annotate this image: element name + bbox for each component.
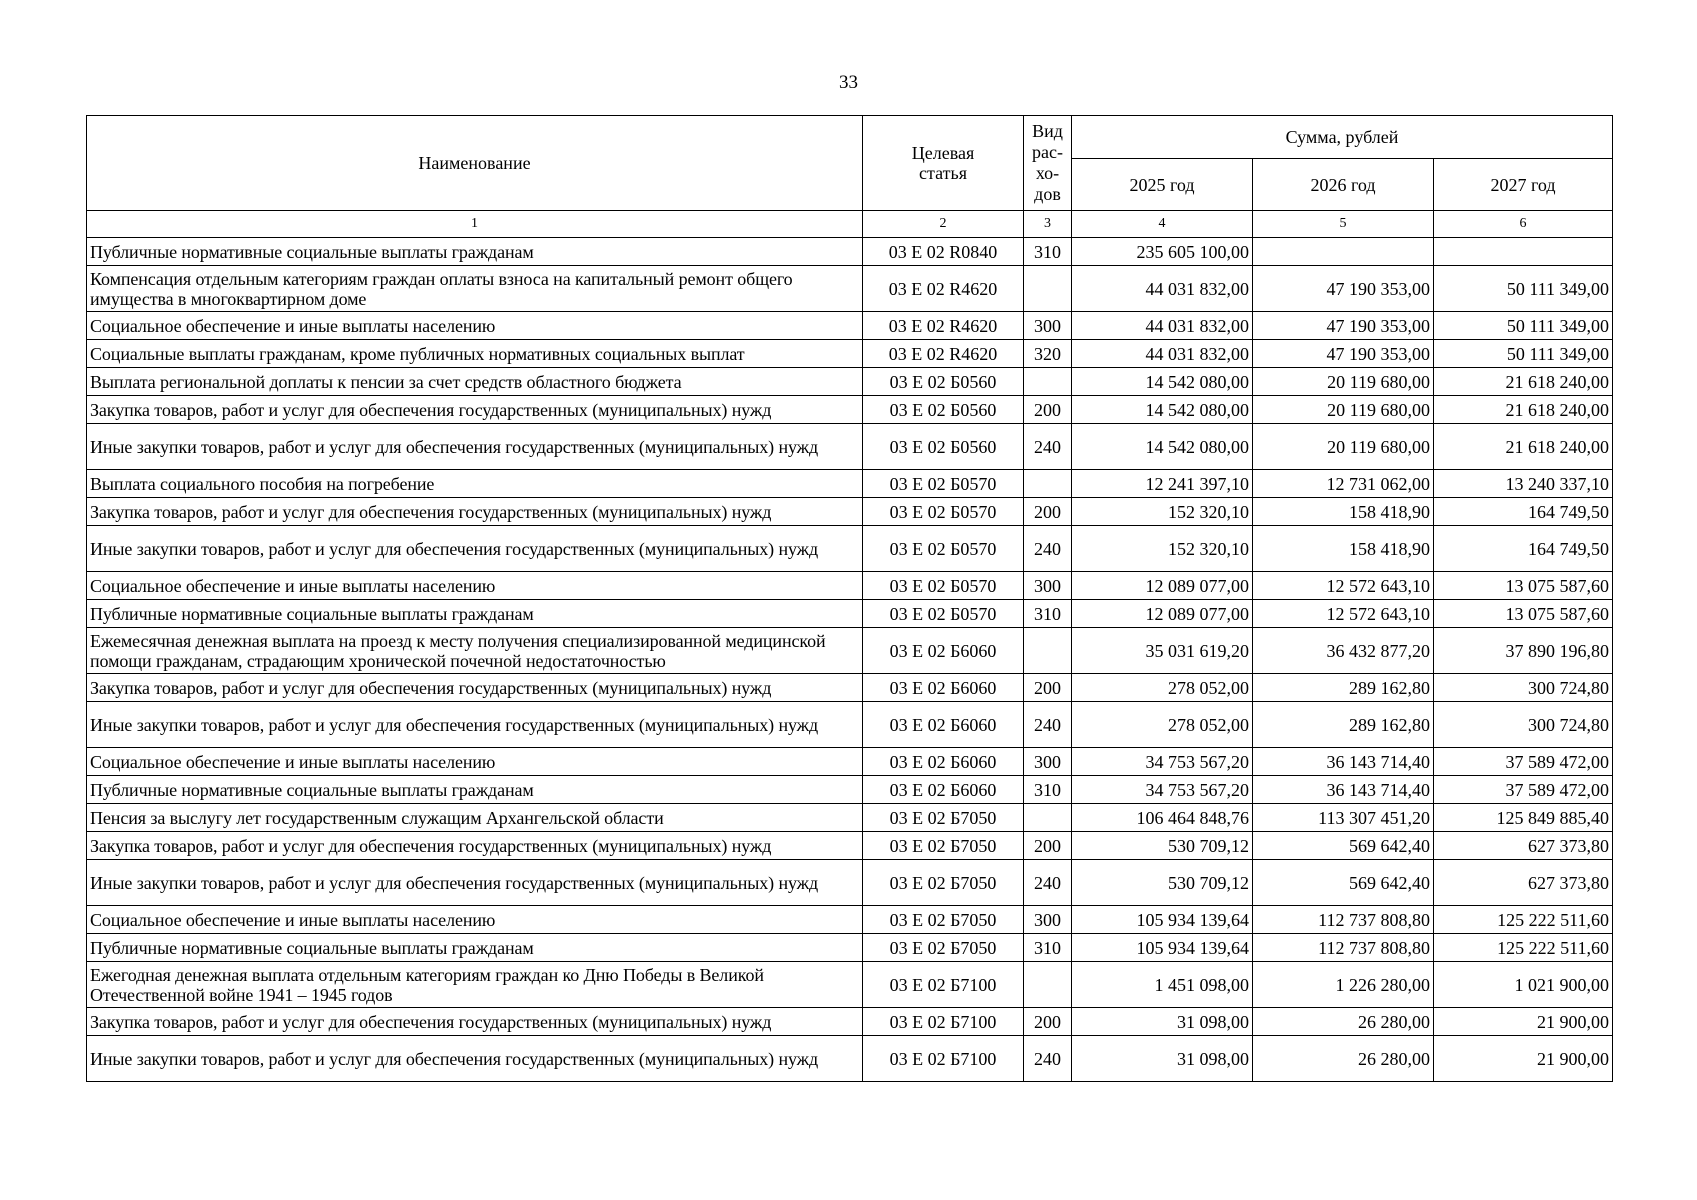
row-amount-2027: 21 618 240,00 <box>1434 396 1613 424</box>
table-row <box>87 776 1613 804</box>
row-amount-2025: 235 605 100,00 <box>1072 238 1253 266</box>
row-expense-kind: 320 <box>1024 340 1072 368</box>
header-target-article <box>863 116 1024 211</box>
row-target-article: 03 Е 02 Б7050 <box>863 832 1024 860</box>
row-amount-2025: 34 753 567,20 <box>1072 748 1253 776</box>
table-row <box>87 1036 1613 1082</box>
row-name: Иные закупки товаров, работ и услуг для обеспечения государственных (муниципальных) нужд <box>87 860 863 906</box>
row-name: Выплата региональной доплаты к пенсии за счет средств областного бюджета <box>87 368 863 396</box>
row-expense-kind: 240 <box>1024 1036 1072 1082</box>
row-name: Социальное обеспечение и иные выплаты населению <box>87 906 863 934</box>
row-amount-2027: 125 222 511,60 <box>1434 934 1613 962</box>
row-amount-2025: 44 031 832,00 <box>1072 266 1253 312</box>
row-target-article: 03 Е 02 Б0570 <box>863 498 1024 526</box>
row-amount-2027: 627 373,80 <box>1434 832 1613 860</box>
header-year-2025: 2025 год <box>1072 159 1253 211</box>
row-amount-2025: 12 241 397,10 <box>1072 470 1253 498</box>
row-name: Закупка товаров, работ и услуг для обеспечения государственных (муниципальных) нужд <box>87 498 863 526</box>
row-name: Компенсация отдельным категориям граждан оплаты взноса на капитальный ремонт общего имущества в многоквартирном доме <box>87 266 863 312</box>
row-amount-2025: 44 031 832,00 <box>1072 312 1253 340</box>
row-expense-kind <box>1024 470 1072 498</box>
row-target-article: 03 Е 02 Б6060 <box>863 776 1024 804</box>
table-row <box>87 1008 1613 1036</box>
row-amount-2025: 31 098,00 <box>1072 1036 1253 1082</box>
header-expense-kind <box>1024 116 1072 211</box>
row-amount-2026: 20 119 680,00 <box>1253 368 1434 396</box>
row-amount-2026: 569 642,40 <box>1253 832 1434 860</box>
row-name: Пенсия за выслугу лет государственным служащим Архангельской области <box>87 804 863 832</box>
row-amount-2027: 21 900,00 <box>1434 1008 1613 1036</box>
header-target-line1: Целевая <box>911 143 975 163</box>
table-row <box>87 804 1613 832</box>
header-kind-line3: хо- <box>1035 163 1060 183</box>
row-name: Ежегодная денежная выплата отдельным категориям граждан ко Дню Победы в Великой Отечественной войне 1941 – 1945 годов <box>87 962 863 1008</box>
row-amount-2025: 31 098,00 <box>1072 1008 1253 1036</box>
row-expense-kind <box>1024 266 1072 312</box>
row-amount-2026: 20 119 680,00 <box>1253 424 1434 470</box>
table-row <box>87 526 1613 572</box>
row-expense-kind: 310 <box>1024 600 1072 628</box>
row-amount-2026: 12 572 643,10 <box>1253 572 1434 600</box>
row-expense-kind <box>1024 628 1072 674</box>
row-amount-2027: 21 618 240,00 <box>1434 368 1613 396</box>
row-amount-2026: 26 280,00 <box>1253 1036 1434 1082</box>
row-name: Иные закупки товаров, работ и услуг для обеспечения государственных (муниципальных) нужд <box>87 1036 863 1082</box>
row-amount-2025: 105 934 139,64 <box>1072 934 1253 962</box>
row-amount-2025: 12 089 077,00 <box>1072 600 1253 628</box>
row-amount-2025: 278 052,00 <box>1072 674 1253 702</box>
row-expense-kind: 240 <box>1024 860 1072 906</box>
row-amount-2025: 12 089 077,00 <box>1072 572 1253 600</box>
row-expense-kind <box>1024 368 1072 396</box>
column-number: 3 <box>1024 211 1072 238</box>
row-amount-2025: 106 464 848,76 <box>1072 804 1253 832</box>
table-row <box>87 832 1613 860</box>
table-row <box>87 396 1613 424</box>
row-amount-2025: 44 031 832,00 <box>1072 340 1253 368</box>
row-name: Ежемесячная денежная выплата на проезд к месту получения специализированной медицинской помощи гражданам, страдающим хронической почечной недостаточностью <box>87 628 863 674</box>
row-expense-kind: 240 <box>1024 702 1072 748</box>
row-target-article: 03 Е 02 Б0570 <box>863 572 1024 600</box>
row-amount-2027: 300 724,80 <box>1434 702 1613 748</box>
row-target-article: 03 Е 02 R4620 <box>863 266 1024 312</box>
table-row <box>87 312 1613 340</box>
row-amount-2025: 278 052,00 <box>1072 702 1253 748</box>
row-target-article: 03 Е 02 Б7050 <box>863 804 1024 832</box>
row-target-article: 03 Е 02 Б0560 <box>863 368 1024 396</box>
row-amount-2026: 36 143 714,40 <box>1253 748 1434 776</box>
row-expense-kind: 300 <box>1024 572 1072 600</box>
row-amount-2025: 1 451 098,00 <box>1072 962 1253 1008</box>
row-amount-2025: 530 709,12 <box>1072 832 1253 860</box>
row-target-article: 03 Е 02 R0840 <box>863 238 1024 266</box>
row-name: Выплата социального пособия на погребение <box>87 470 863 498</box>
row-target-article: 03 Е 02 Б6060 <box>863 702 1024 748</box>
row-expense-kind: 200 <box>1024 1008 1072 1036</box>
row-amount-2027: 1 021 900,00 <box>1434 962 1613 1008</box>
row-target-article: 03 Е 02 R4620 <box>863 312 1024 340</box>
row-amount-2025: 530 709,12 <box>1072 860 1253 906</box>
row-name: Закупка товаров, работ и услуг для обеспечения государственных (муниципальных) нужд <box>87 832 863 860</box>
header-kind-line1: Вид <box>1032 121 1063 141</box>
table-row <box>87 266 1613 312</box>
table-row <box>87 748 1613 776</box>
row-amount-2025: 14 542 080,00 <box>1072 368 1253 396</box>
row-amount-2026 <box>1253 238 1434 266</box>
row-target-article: 03 Е 02 Б6060 <box>863 748 1024 776</box>
row-name: Иные закупки товаров, работ и услуг для обеспечения государственных (муниципальных) нужд <box>87 526 863 572</box>
table-row <box>87 498 1613 526</box>
row-amount-2026: 12 731 062,00 <box>1253 470 1434 498</box>
header-target-line2: статья <box>919 163 967 183</box>
row-expense-kind: 200 <box>1024 498 1072 526</box>
row-amount-2025: 152 320,10 <box>1072 526 1253 572</box>
row-name: Социальное обеспечение и иные выплаты населению <box>87 572 863 600</box>
row-name: Закупка товаров, работ и услуг для обеспечения государственных (муниципальных) нужд <box>87 674 863 702</box>
row-amount-2025: 105 934 139,64 <box>1072 906 1253 934</box>
row-amount-2025: 152 320,10 <box>1072 498 1253 526</box>
table-row <box>87 368 1613 396</box>
column-number: 5 <box>1253 211 1434 238</box>
row-target-article: 03 Е 02 Б7050 <box>863 860 1024 906</box>
table-row <box>87 340 1613 368</box>
row-name: Закупка товаров, работ и услуг для обеспечения государственных (муниципальных) нужд <box>87 1008 863 1036</box>
row-expense-kind: 300 <box>1024 748 1072 776</box>
row-expense-kind: 310 <box>1024 776 1072 804</box>
row-name: Социальное обеспечение и иные выплаты населению <box>87 312 863 340</box>
table-row <box>87 906 1613 934</box>
row-expense-kind: 240 <box>1024 526 1072 572</box>
header-kind-line2: рас- <box>1032 142 1063 162</box>
row-expense-kind: 200 <box>1024 832 1072 860</box>
row-amount-2026: 36 143 714,40 <box>1253 776 1434 804</box>
row-amount-2026: 47 190 353,00 <box>1253 266 1434 312</box>
row-amount-2025: 34 753 567,20 <box>1072 776 1253 804</box>
row-amount-2027: 21 900,00 <box>1434 1036 1613 1082</box>
row-target-article: 03 Е 02 R4620 <box>863 340 1024 368</box>
column-number: 1 <box>87 211 863 238</box>
row-expense-kind: 200 <box>1024 674 1072 702</box>
row-amount-2027: 125 849 885,40 <box>1434 804 1613 832</box>
row-target-article: 03 Е 02 Б0560 <box>863 424 1024 470</box>
row-amount-2026: 289 162,80 <box>1253 702 1434 748</box>
table-row <box>87 628 1613 674</box>
column-number: 2 <box>863 211 1024 238</box>
header-kind-line4: дов <box>1034 184 1061 204</box>
row-amount-2027: 164 749,50 <box>1434 498 1613 526</box>
row-target-article: 03 Е 02 Б6060 <box>863 628 1024 674</box>
row-amount-2027: 164 749,50 <box>1434 526 1613 572</box>
table-row <box>87 470 1613 498</box>
row-amount-2026: 12 572 643,10 <box>1253 600 1434 628</box>
row-amount-2026: 158 418,90 <box>1253 526 1434 572</box>
table-row <box>87 572 1613 600</box>
row-amount-2026: 158 418,90 <box>1253 498 1434 526</box>
row-target-article: 03 Е 02 Б7050 <box>863 906 1024 934</box>
row-amount-2026: 569 642,40 <box>1253 860 1434 906</box>
row-name: Публичные нормативные социальные выплаты гражданам <box>87 934 863 962</box>
row-amount-2027: 21 618 240,00 <box>1434 424 1613 470</box>
row-amount-2027: 37 890 196,80 <box>1434 628 1613 674</box>
table-row <box>87 962 1613 1008</box>
row-amount-2027: 300 724,80 <box>1434 674 1613 702</box>
table-row <box>87 674 1613 702</box>
row-target-article: 03 Е 02 Б0560 <box>863 396 1024 424</box>
row-target-article: 03 Е 02 Б7100 <box>863 962 1024 1008</box>
row-target-article: 03 Е 02 Б0570 <box>863 470 1024 498</box>
row-amount-2025: 35 031 619,20 <box>1072 628 1253 674</box>
row-amount-2027: 37 589 472,00 <box>1434 776 1613 804</box>
row-expense-kind: 240 <box>1024 424 1072 470</box>
row-name: Социальное обеспечение и иные выплаты населению <box>87 748 863 776</box>
table-row <box>87 238 1613 266</box>
header-year-2026: 2026 год <box>1253 159 1434 211</box>
row-amount-2027 <box>1434 238 1613 266</box>
row-amount-2027: 13 075 587,60 <box>1434 600 1613 628</box>
header-name: Наименование <box>87 116 863 211</box>
row-amount-2026: 112 737 808,80 <box>1253 934 1434 962</box>
row-amount-2025: 14 542 080,00 <box>1072 396 1253 424</box>
row-amount-2026: 1 226 280,00 <box>1253 962 1434 1008</box>
row-name: Публичные нормативные социальные выплаты гражданам <box>87 776 863 804</box>
row-target-article: 03 Е 02 Б7100 <box>863 1008 1024 1036</box>
page-number: 33 <box>839 72 858 93</box>
row-amount-2026: 47 190 353,00 <box>1253 340 1434 368</box>
table-row <box>87 424 1613 470</box>
row-amount-2027: 50 111 349,00 <box>1434 266 1613 312</box>
table-row <box>87 702 1613 748</box>
header-sum: Сумма, рублей <box>1072 116 1613 159</box>
row-amount-2027: 37 589 472,00 <box>1434 748 1613 776</box>
row-amount-2027: 13 075 587,60 <box>1434 572 1613 600</box>
row-name: Публичные нормативные социальные выплаты гражданам <box>87 600 863 628</box>
row-target-article: 03 Е 02 Б7050 <box>863 934 1024 962</box>
row-name: Иные закупки товаров, работ и услуг для обеспечения государственных (муниципальных) нужд <box>87 424 863 470</box>
row-amount-2027: 13 240 337,10 <box>1434 470 1613 498</box>
row-target-article: 03 Е 02 Б7100 <box>863 1036 1024 1082</box>
row-expense-kind <box>1024 962 1072 1008</box>
row-target-article: 03 Е 02 Б0570 <box>863 526 1024 572</box>
row-amount-2026: 113 307 451,20 <box>1253 804 1434 832</box>
row-target-article: 03 Е 02 Б6060 <box>863 674 1024 702</box>
row-name: Закупка товаров, работ и услуг для обеспечения государственных (муниципальных) нужд <box>87 396 863 424</box>
column-number: 6 <box>1434 211 1613 238</box>
row-expense-kind: 310 <box>1024 934 1072 962</box>
row-expense-kind <box>1024 804 1072 832</box>
table-row <box>87 860 1613 906</box>
column-number: 4 <box>1072 211 1253 238</box>
row-amount-2026: 47 190 353,00 <box>1253 312 1434 340</box>
row-amount-2026: 112 737 808,80 <box>1253 906 1434 934</box>
row-amount-2027: 50 111 349,00 <box>1434 340 1613 368</box>
table-row <box>87 600 1613 628</box>
row-expense-kind: 300 <box>1024 312 1072 340</box>
row-target-article: 03 Е 02 Б0570 <box>863 600 1024 628</box>
row-amount-2027: 125 222 511,60 <box>1434 906 1613 934</box>
table-row <box>87 934 1613 962</box>
row-name: Иные закупки товаров, работ и услуг для обеспечения государственных (муниципальных) нужд <box>87 702 863 748</box>
row-amount-2027: 627 373,80 <box>1434 860 1613 906</box>
row-expense-kind: 310 <box>1024 238 1072 266</box>
row-amount-2026: 36 432 877,20 <box>1253 628 1434 674</box>
row-amount-2026: 26 280,00 <box>1253 1008 1434 1036</box>
row-amount-2025: 14 542 080,00 <box>1072 424 1253 470</box>
row-amount-2027: 50 111 349,00 <box>1434 312 1613 340</box>
row-expense-kind: 200 <box>1024 396 1072 424</box>
budget-table <box>86 115 1613 1082</box>
row-amount-2026: 20 119 680,00 <box>1253 396 1434 424</box>
header-year-2027: 2027 год <box>1434 159 1613 211</box>
row-name: Публичные нормативные социальные выплаты гражданам <box>87 238 863 266</box>
budget-table-body <box>87 238 1613 1082</box>
row-expense-kind: 300 <box>1024 906 1072 934</box>
row-name: Социальные выплаты гражданам, кроме публичных нормативных социальных выплат <box>87 340 863 368</box>
row-amount-2026: 289 162,80 <box>1253 674 1434 702</box>
